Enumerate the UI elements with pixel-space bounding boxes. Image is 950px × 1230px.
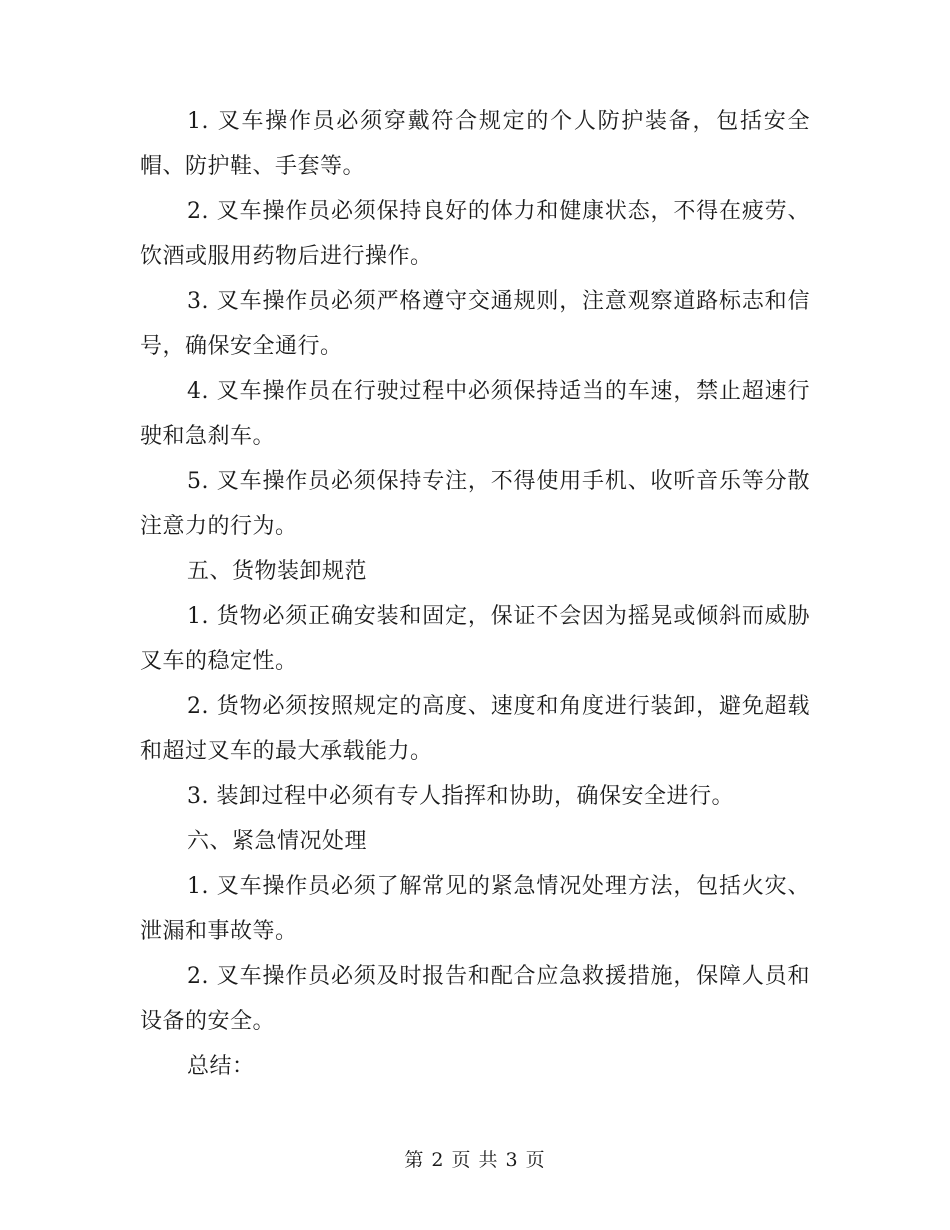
page-number-footer: 第 2 页 共 3 页 [404, 1149, 546, 1171]
paragraph-emergency-reporting: 2. 叉车操作员必须及时报告和配合应急救援措施，保障人员和设备的安全。 [140, 964, 810, 1034]
summary-heading: 总结： [187, 1054, 255, 1079]
paragraph-cargo-securing: 1. 货物必须正确安装和固定，保证不会因为摇晃或倾斜而威胁叉车的稳定性。 [140, 604, 810, 674]
section-heading-loading: 五、货物装卸规范 [187, 559, 368, 584]
paragraph-speed: 4. 叉车操作员在行驶过程中必须保持适当的车速，禁止超速行驶和急刹车。 [140, 379, 810, 449]
document-body [140, 99, 810, 1089]
paragraph-ppe: 1. 叉车操作员必须穿戴符合规定的个人防护装备，包括安全帽、防护鞋、手套等。 [140, 109, 810, 179]
paragraph-focus: 5. 叉车操作员必须保持专注，不得使用手机、收听音乐等分散注意力的行为。 [140, 469, 810, 539]
section-heading-emergency: 六、紧急情况处理 [187, 829, 368, 854]
paragraph-traffic-rules: 3. 叉车操作员必须严格遵守交通规则，注意观察道路标志和信号，确保安全通行。 [140, 289, 810, 359]
paragraph-health: 2. 叉车操作员必须保持良好的体力和健康状态，不得在疲劳、饮酒或服用药物后进行操作。 [140, 199, 810, 269]
paragraph-cargo-limits: 2. 货物必须按照规定的高度、速度和角度进行装卸，避免超载和超过叉车的最大承载能力。 [140, 694, 810, 764]
paragraph-cargo-supervision: 3. 装卸过程中必须有专人指挥和协助，确保安全进行。 [187, 784, 734, 809]
paragraph-emergency-knowledge: 1. 叉车操作员必须了解常见的紧急情况处理方法，包括火灾、泄漏和事故等。 [140, 874, 810, 944]
